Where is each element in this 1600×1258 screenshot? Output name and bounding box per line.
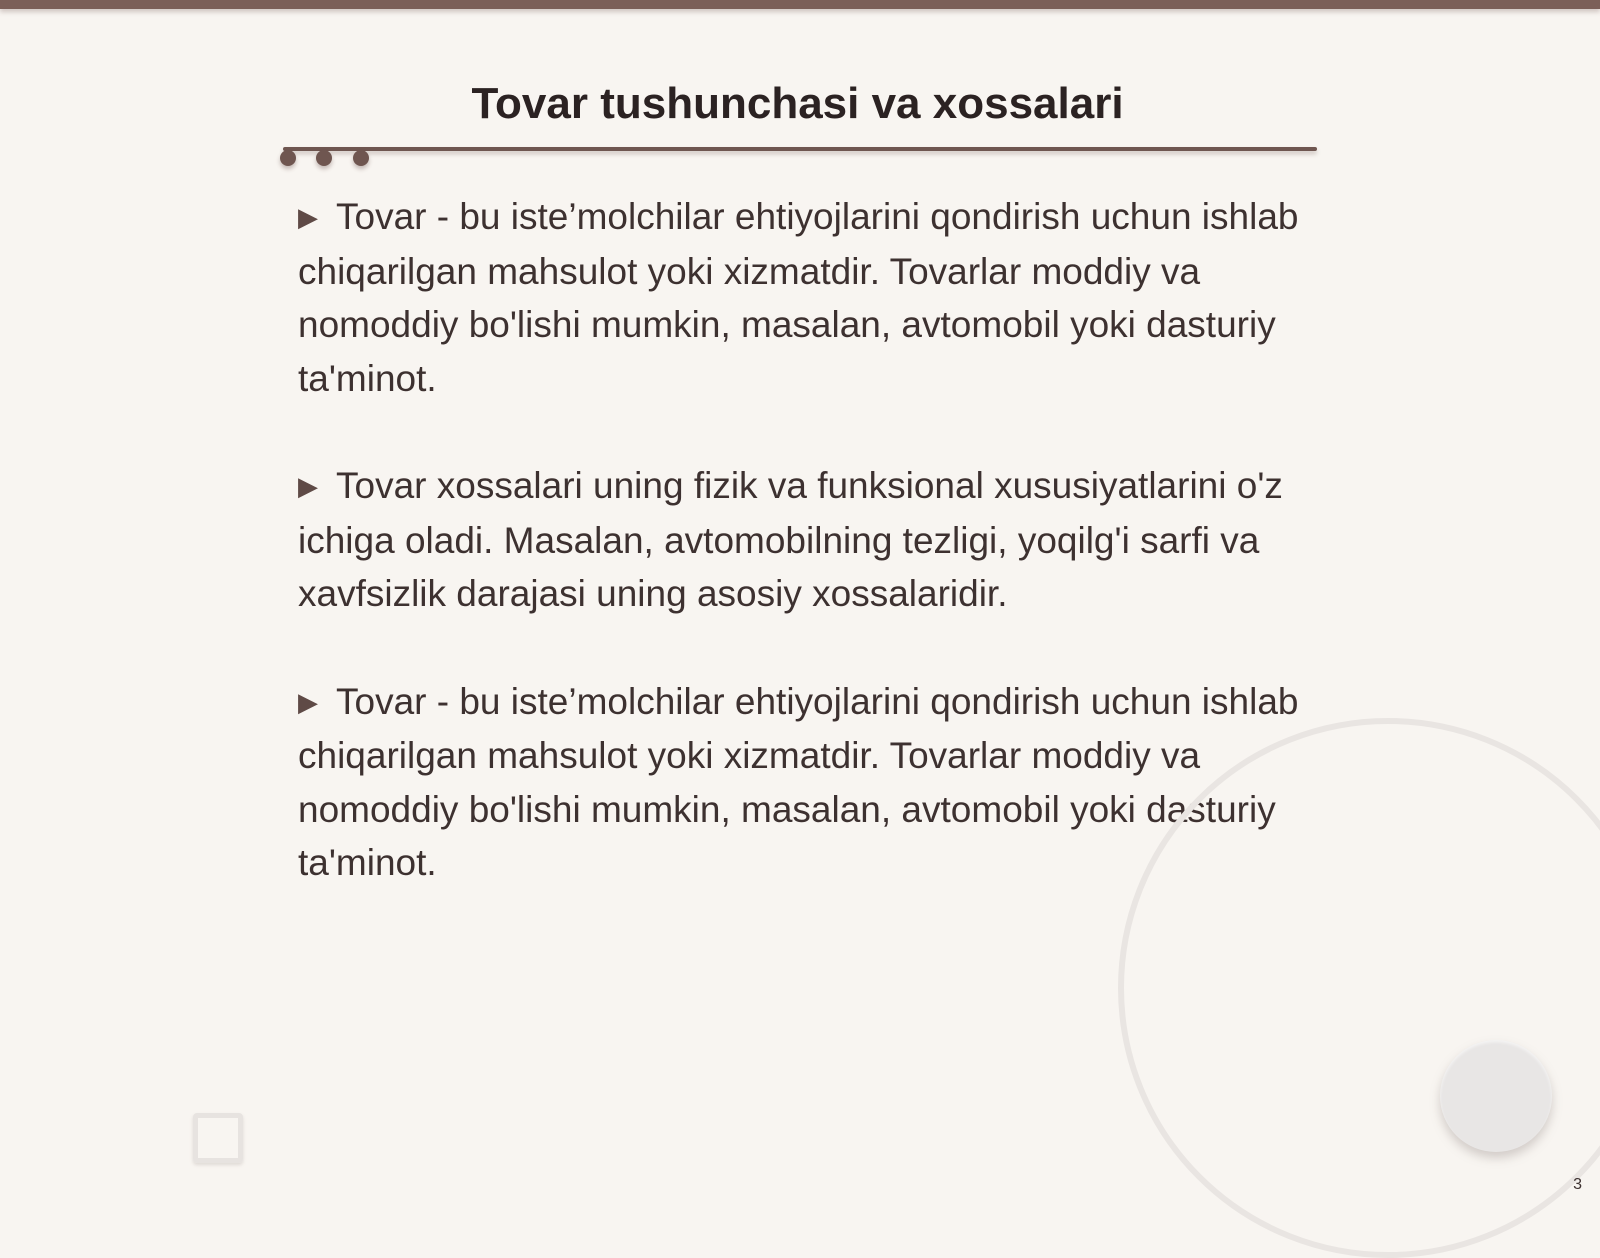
- title-underline: [283, 147, 1317, 151]
- triangle-bullet-icon: ▶: [298, 202, 318, 232]
- bullet-text-1: Tovar - bu iste’molchilar ehtiyojlarini qondirish uchun ishlab chiqarilgan mahsulot yoki xizmatdir. Tovarlar moddiy va nomoddiy bo'lishi mumkin, masalan, avtomobil yoki dasturiy ta'minot.: [298, 196, 1299, 399]
- slide-number: 3: [1573, 1176, 1582, 1193]
- title-dot-2: [316, 150, 332, 166]
- decorative-disc: [1440, 1040, 1552, 1152]
- triangle-bullet-icon: ▶: [298, 686, 318, 717]
- title-dot-3: [353, 150, 369, 166]
- triangle-bullet-icon: ▶: [298, 471, 318, 501]
- bullet-item-2: [298, 459, 1308, 621]
- title-dot-1: [280, 150, 296, 166]
- bullet-item-1: [298, 190, 1308, 405]
- bullet-text-3: Tovar - bu iste’molchilar ehtiyojlarini qondirish uchun ishlab chiqarilgan mahsulot yoki xizmatdir. Tovarlar moddiy va nomoddiy bo'lishi mumkin, masalan, avtomobil yoki dasturiy ta'minot.: [298, 680, 1299, 883]
- slide-title: Tovar tushunchasi va xossalari: [471, 79, 1124, 128]
- decorative-square: [193, 1113, 243, 1163]
- top-accent-bar: [0, 0, 1600, 9]
- bullet-text-2: Tovar xossalari uning fizik va funksional xususiyatlarini o'z ichiga oladi. Masalan, avtomobilning tezligi, yoqilg'i sarfi va xavfsizlik darajasi uning asosiy xossalaridir.: [298, 465, 1283, 614]
- slide-body: [298, 190, 1308, 944]
